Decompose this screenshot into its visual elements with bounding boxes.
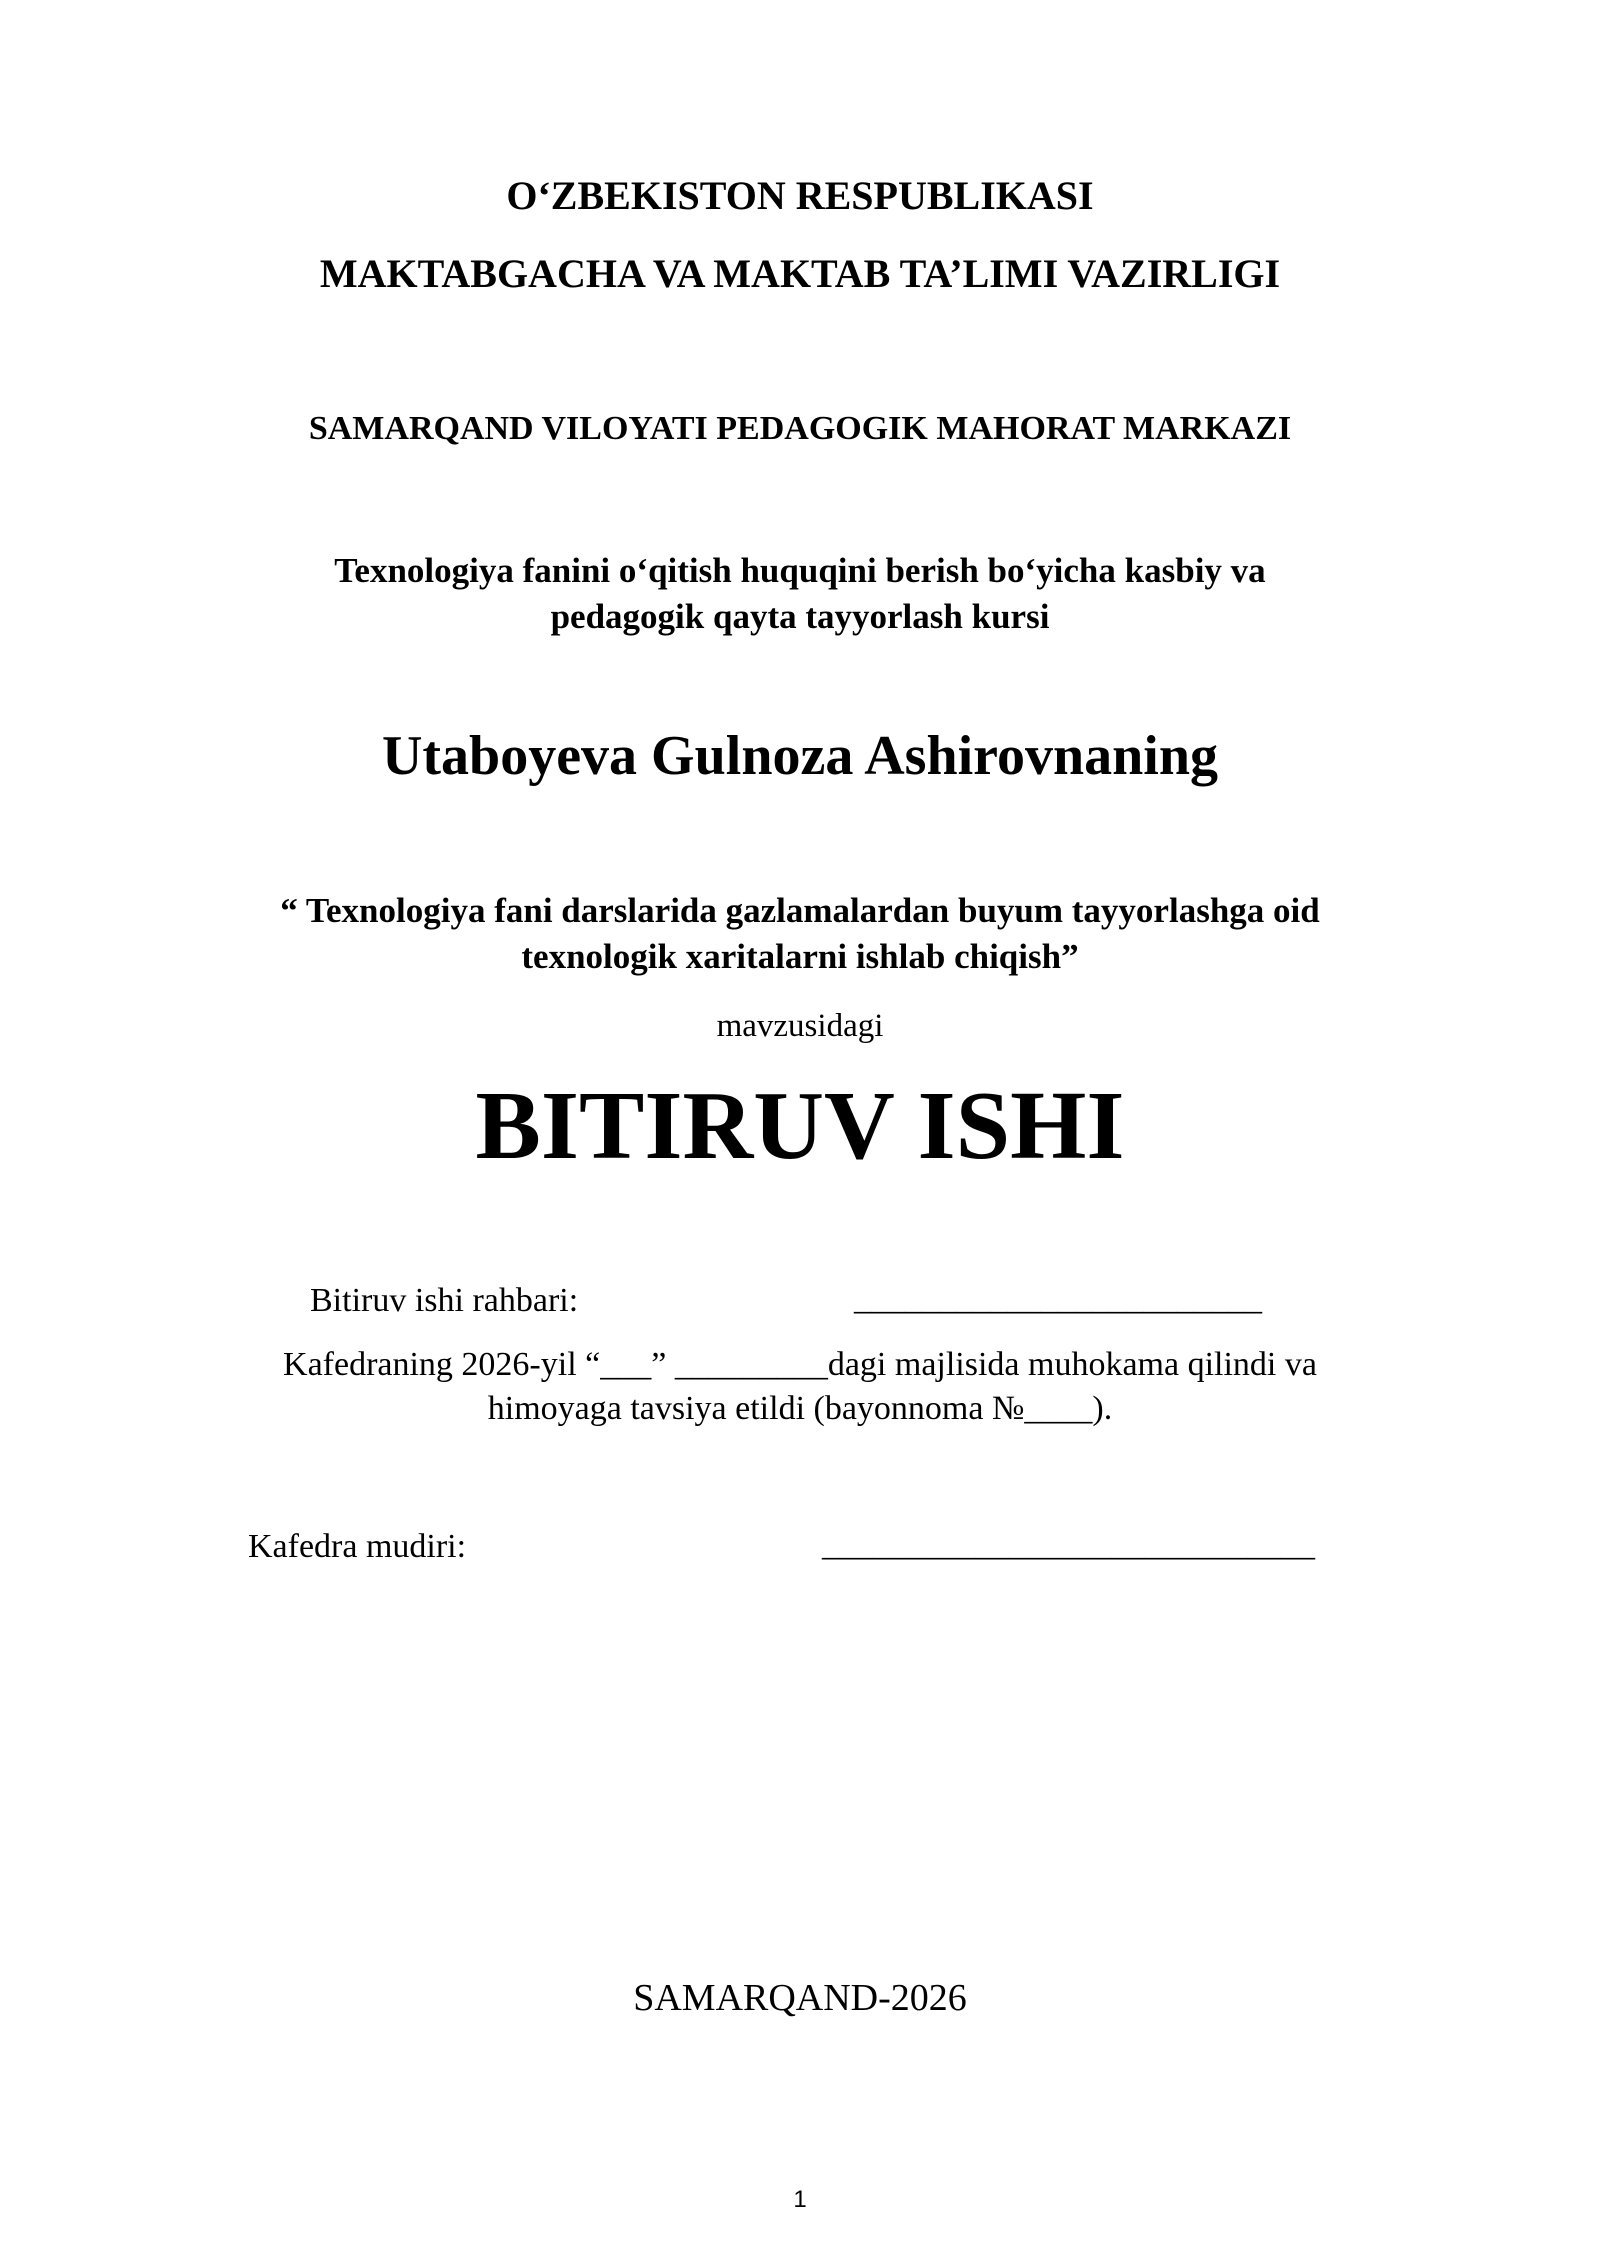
approval-line-2: himoyaga tavsiya etildi (bayonnoma №____). <box>487 1390 1113 1427</box>
ministry-heading: MAKTABGACHA VA MAKTAB TA’LIMI VAZIRLIGI <box>319 251 1281 296</box>
document-title: BITIRUV ISHI <box>475 1072 1125 1180</box>
approval-line-1: Kafedraning 2026-yil “___” _________dagi majlisida muhokama qilindi va <box>283 1346 1317 1383</box>
head-of-department-label: Kafedra mudiri: <box>248 1528 467 1565</box>
topic-line-1: “ Texnologiya fani darslarida gazlamalardan buyum tayyorlashga oid <box>280 891 1320 930</box>
country-heading: O‘ZBEKISTON RESPUBLIKASI <box>506 173 1094 218</box>
topic-line-2: texnologik xaritalarni ishlab chiqish” <box>521 937 1079 976</box>
topic-suffix: mavzusidagi <box>716 1008 884 1044</box>
author-name: Utaboyeva Gulnoza Ashirovnaning <box>381 725 1219 787</box>
page-number: 1 <box>793 2186 807 2213</box>
center-heading: SAMARQAND VILOYATI PEDAGOGIK MAHORAT MARKAZI <box>308 410 1292 447</box>
supervisor-signature-blank: ________________________ <box>854 1280 1262 1317</box>
supervisor-label: Bitiruv ishi rahbari: <box>310 1282 579 1319</box>
course-line-1: Texnologiya fanini o‘qitish huquqini berish bo‘yicha kasbiy va <box>334 551 1266 590</box>
head-of-department-signature-blank: _____________________________ <box>822 1526 1315 1563</box>
course-line-2: pedagogik qayta tayyorlash kursi <box>550 597 1050 636</box>
city-year: SAMARQAND-2026 <box>633 1977 967 2019</box>
